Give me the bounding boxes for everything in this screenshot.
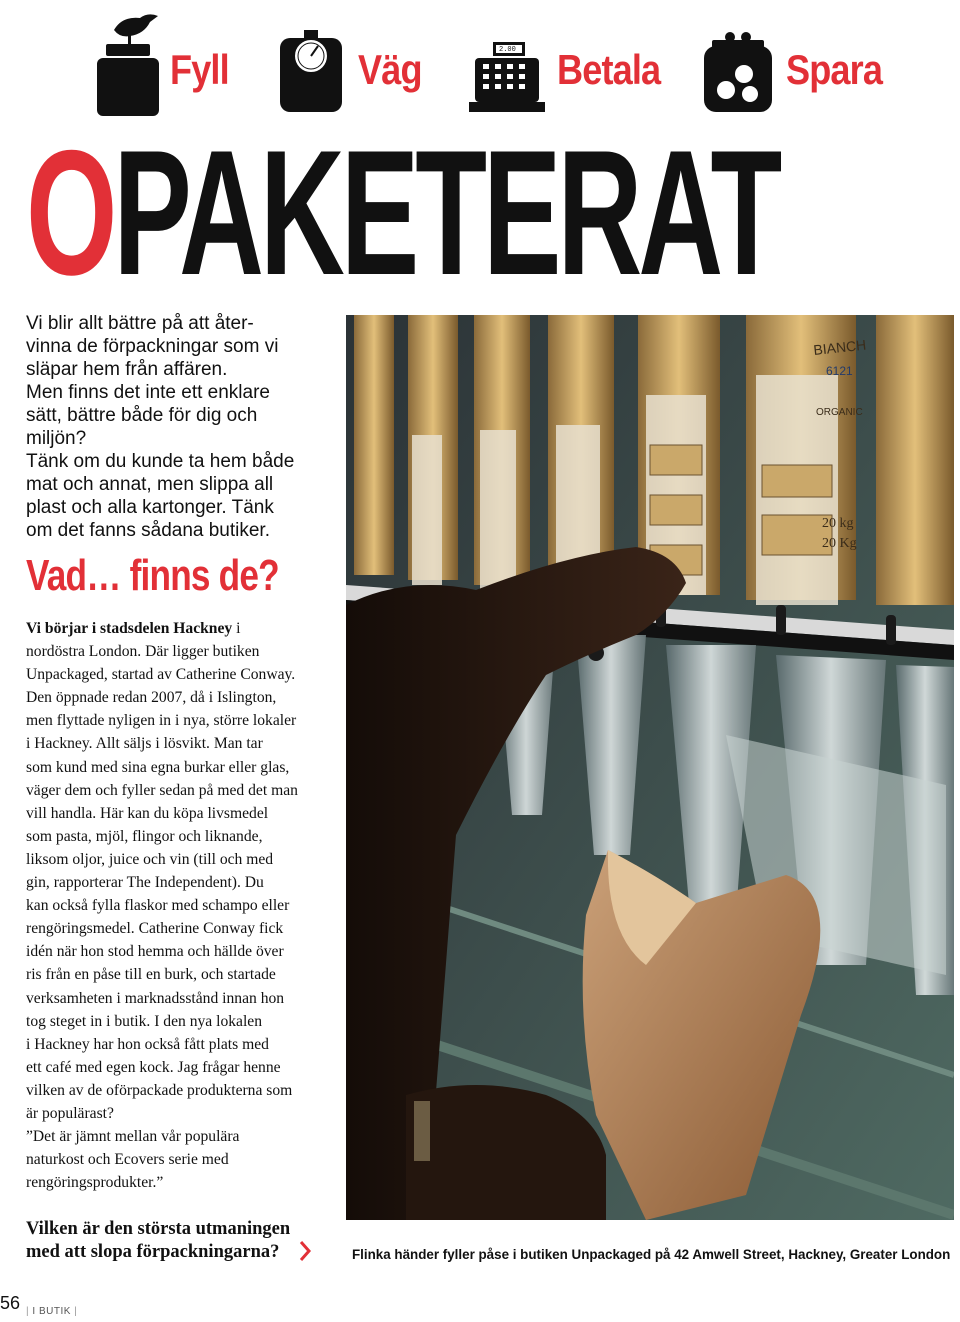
store-photo bbox=[346, 315, 954, 1220]
continue-arrow-icon bbox=[298, 1240, 312, 1262]
page-title bbox=[26, 113, 779, 312]
subhead: Vad… finns de? bbox=[26, 551, 279, 600]
divider: | bbox=[70, 1306, 78, 1317]
dispensers-illustration bbox=[346, 315, 954, 1220]
steps-bar bbox=[0, 0, 960, 120]
body-lead: Vi börjar i stadsdelen Hackney bbox=[26, 620, 233, 637]
photo-caption: Flinka händer fyller påse i butiken Unpackaged på 42 Amwell Street, Hackney, Greater London bbox=[352, 1247, 951, 1262]
body-text: i nordöstra London. Där ligger butiken Unpackaged, startad av Catherine Conway. Den öppnade redan 2007, då i Islington, men flyttade nyligen in i nya, större lokaler i Hackney. Allt säljs i lösvikt. Man tar som kund med sina egna burkar eller glas, väger dem och fyller sedan på med det man vill handla. Här kan du köpa livsmedel som pasta, mjöl, flingor och liknande, liksom oljor, juice och vin (till och med gin, rapporterar The Independent). Du kan också fylla flaskor med schampo eller rengöringsmedel. Catherine Conway fick idén när hon stod hemma och hällde över ris från en påse till en burk, och startade verksamheten i marknadsstånd innan hon tog steget in i butik. I den nya lokalen i Hackney har hon också fått plats med ett café med egen kock. Jag frågar henne vilken av de oförpackade produkterna som är populärast? ”Det är jämnt mellan vår populära naturkost och Ecovers serie med rengöringsprodukter.” bbox=[26, 620, 298, 1192]
bag-label-code: 6121 bbox=[826, 364, 853, 378]
weighing-scale-icon bbox=[278, 30, 344, 114]
bag-label-brand: BIANCH bbox=[812, 336, 867, 358]
article-body bbox=[26, 617, 326, 1194]
bag-label-weight-2: 20 Kg bbox=[822, 536, 857, 551]
intro-paragraph: Vi blir allt bättre på att åter- vinna de förpackningar som vi släpar hem från affären. Men finns det inte ett enklare sätt, bättre både för dig och miljön? Tänk om du kunde ta hem både mat och annat, men slippa all plast och alla kartonger. Tänk om det fanns sådana butiker. bbox=[26, 313, 295, 541]
register-display: 2.00 bbox=[499, 46, 516, 54]
title-rest: PAKETERAT bbox=[113, 113, 779, 312]
section-name: I BUTIK bbox=[32, 1306, 71, 1317]
bag-label-type: ORGANIC bbox=[816, 407, 863, 418]
bag-label-weight-1: 20 kg bbox=[822, 516, 854, 531]
section-label bbox=[26, 1306, 77, 1317]
step-label-fyll: Fyll bbox=[170, 46, 229, 93]
step-label-spara: Spara bbox=[786, 46, 883, 93]
question-heading: Vilken är den största utmaningen med att slopa förpackningarna? bbox=[26, 1219, 291, 1262]
divider: | bbox=[26, 1306, 33, 1317]
step-label-betala: Betala bbox=[557, 46, 661, 93]
title-initial: O bbox=[26, 113, 114, 312]
page-number: 56 bbox=[0, 1293, 21, 1313]
coin-purse-icon bbox=[702, 30, 774, 114]
step-label-vag: Väg bbox=[358, 46, 422, 93]
jar-with-bird-icon bbox=[92, 8, 162, 118]
